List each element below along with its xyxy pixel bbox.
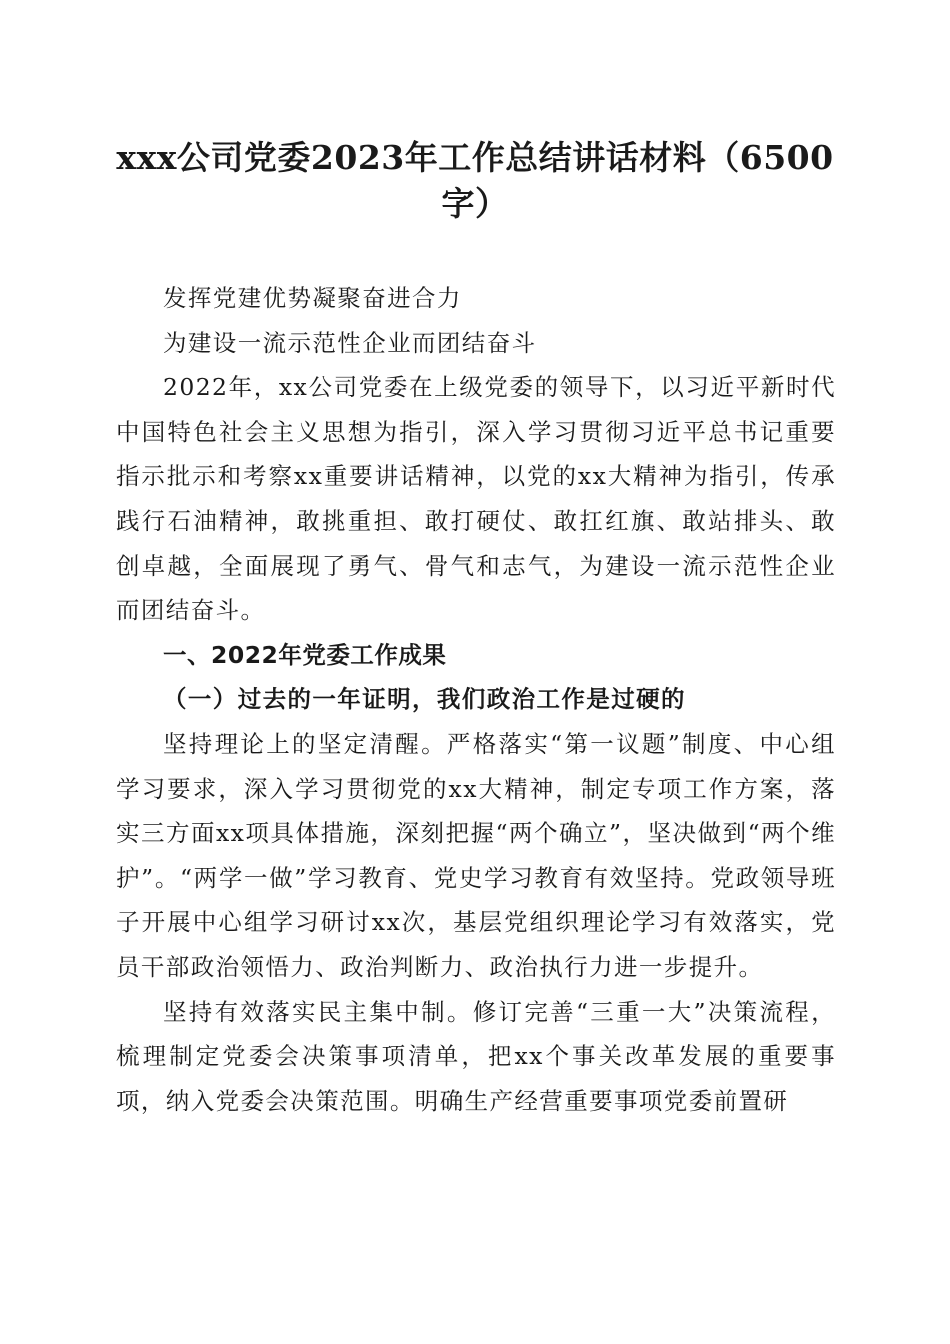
section-heading-1: 一、2022年党委工作成果	[163, 640, 447, 669]
document-body	[116, 276, 836, 1123]
subtitle-line-2: 为建设一流示范性企业而团结奋斗	[163, 328, 537, 357]
subtitle-line-1: 发挥党建优势凝聚奋进合力	[163, 284, 462, 312]
intro-paragraph: 2022年，xx公司党委在上级党委的领导下，以习近平新时代中国特色社会主义思想为指引，深入学习贯彻习近平总书记重要指示批示和考察xx重要讲话精神，以党的xx大精神为指引，传承践行石油精神，敢挑重担、敢打硬仗、敢扛红旗、敢站排头、敢创卓越，全面展现了勇气、骨气和志气，为建设一流示范性企业而团结奋斗。	[116, 373, 836, 625]
body-paragraph-1: 坚持理论上的坚定清醒。严格落实“第一议题”制度、中心组学习要求，深入学习贯彻党的xx大精神，制定专项工作方案，落实三方面xx项具体措施，深刻把握“两个确立”，坚决做到“两个维护”。“两学一做”学习教育、党史学习教育有效坚持。党政领导班子开展中心组学习研讨xx次，基层党组织理论学习有效落实，党员干部政治领悟力、政治判断力、政治执行力进一步提升。	[116, 729, 836, 981]
subsection-heading-1: （一）过去的一年证明，我们政治工作是过硬的	[163, 685, 686, 714]
document-title: xxx公司党委2023年工作总结讲话材料（6500字）	[116, 138, 834, 223]
body-paragraph-2: 坚持有效落实民主集中制。修订完善“三重一大”决策流程，梳理制定党委会决策事项清单，把xx个事关改革发展的重要事项，纳入党委会决策范围。明确生产经营重要事项党委前置研	[116, 997, 836, 1115]
